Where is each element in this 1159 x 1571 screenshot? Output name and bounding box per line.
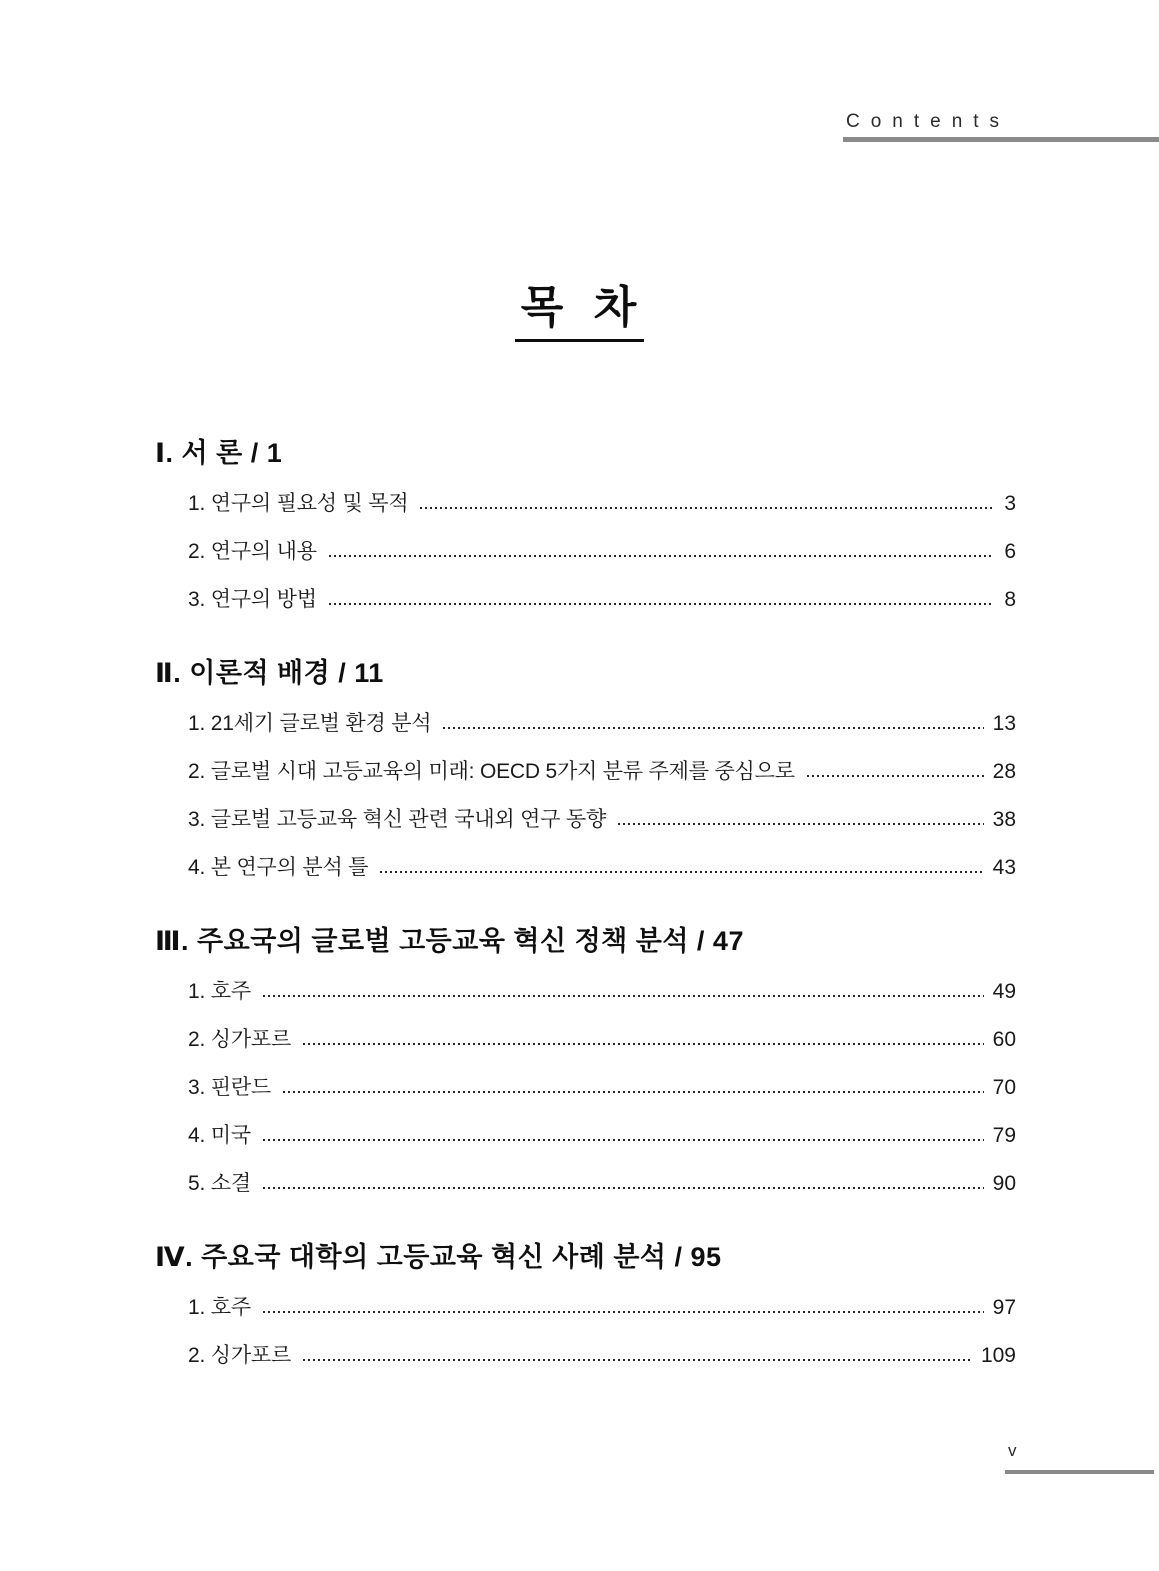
entry-title: 1. 21세기 글로벌 환경 분석	[188, 712, 432, 735]
header-rule	[843, 137, 1159, 142]
entry-title: 1. 연구의 필요성 및 목적	[188, 492, 409, 515]
dot-leader	[443, 727, 983, 729]
table-of-contents	[155, 435, 1016, 1371]
entry-page-number: 6	[1004, 540, 1016, 563]
section-entries	[155, 1293, 1016, 1371]
toc-entry	[188, 709, 1016, 739]
entry-page-number: 70	[992, 1076, 1016, 1099]
toc-entry	[188, 1073, 1016, 1103]
section-heading: Ⅰ. 서 론 / 1	[155, 438, 283, 468]
dot-leader	[329, 603, 993, 605]
toc-entry	[188, 1341, 1016, 1371]
dot-leader	[303, 1043, 984, 1045]
entry-title: 3. 글로벌 고등교육 혁신 관련 국내외 연구 동향	[188, 808, 607, 831]
dot-leader	[807, 775, 984, 777]
toc-entry	[188, 853, 1016, 883]
toc-title: 목 차	[515, 284, 644, 342]
toc-entry	[188, 1293, 1016, 1323]
dot-leader	[329, 555, 993, 557]
entry-title: 4. 본 연구의 분석 틀	[188, 856, 369, 879]
dot-leader	[618, 823, 984, 825]
entry-title: 2. 연구의 내용	[188, 540, 317, 563]
entry-page-number: 3	[1004, 492, 1016, 515]
page-number: v	[1008, 1441, 1017, 1460]
toc-entry	[188, 1025, 1016, 1055]
dot-leader	[263, 995, 984, 997]
section-heading: Ⅳ. 주요국 대학의 고등교육 혁신 사례 분석 / 95	[155, 1242, 722, 1272]
entry-page-number: 38	[992, 808, 1016, 831]
toc-section-2	[155, 655, 1016, 883]
entry-title: 1. 호주	[188, 980, 251, 1003]
section-entries	[155, 489, 1016, 615]
section-heading: Ⅱ. 이론적 배경 / 11	[155, 658, 384, 688]
contents-header-label: Contents	[846, 111, 1011, 132]
dot-leader	[263, 1139, 984, 1141]
toc-section-1	[155, 435, 1016, 615]
section-heading: Ⅲ. 주요국의 글로벌 고등교육 혁신 정책 분석 / 47	[155, 926, 744, 956]
entry-title: 1. 호주	[188, 1296, 251, 1319]
entry-title: 4. 미국	[188, 1124, 251, 1147]
dot-leader	[283, 1091, 984, 1093]
entry-title: 2. 싱가포르	[188, 1344, 292, 1367]
toc-entry	[188, 1169, 1016, 1199]
entry-page-number: 13	[992, 712, 1016, 735]
toc-entry	[188, 1121, 1016, 1151]
entry-title: 3. 핀란드	[188, 1076, 272, 1099]
toc-entry	[188, 537, 1016, 567]
toc-entry	[188, 757, 1016, 787]
footer-rule	[1005, 1470, 1154, 1474]
dot-leader	[380, 871, 983, 873]
title-wrap	[0, 284, 1159, 342]
entry-page-number: 79	[992, 1124, 1016, 1147]
entry-page-number: 109	[980, 1344, 1016, 1367]
toc-section-4	[155, 1239, 1016, 1371]
toc-entry	[188, 585, 1016, 615]
toc-entry	[188, 977, 1016, 1007]
entry-page-number: 60	[992, 1028, 1016, 1051]
toc-entry	[188, 489, 1016, 519]
entry-title: 3. 연구의 방법	[188, 588, 317, 611]
dot-leader	[420, 507, 993, 509]
section-entries	[155, 709, 1016, 883]
entry-title: 2. 싱가포르	[188, 1028, 292, 1051]
entry-page-number: 49	[992, 980, 1016, 1003]
entry-page-number: 28	[992, 760, 1016, 783]
entry-page-number: 8	[1004, 588, 1016, 611]
entry-title: 2. 글로벌 시대 고등교육의 미래: OECD 5가지 분류 주제를 중심으로	[188, 760, 795, 783]
entry-title: 5. 소결	[188, 1172, 251, 1195]
section-entries	[155, 977, 1016, 1199]
entry-page-number: 97	[992, 1296, 1016, 1319]
dot-leader	[263, 1311, 984, 1313]
toc-entry	[188, 805, 1016, 835]
entry-page-number: 43	[992, 856, 1016, 879]
dot-leader	[303, 1359, 972, 1361]
dot-leader	[263, 1187, 984, 1189]
toc-section-3	[155, 923, 1016, 1199]
entry-page-number: 90	[992, 1172, 1016, 1195]
